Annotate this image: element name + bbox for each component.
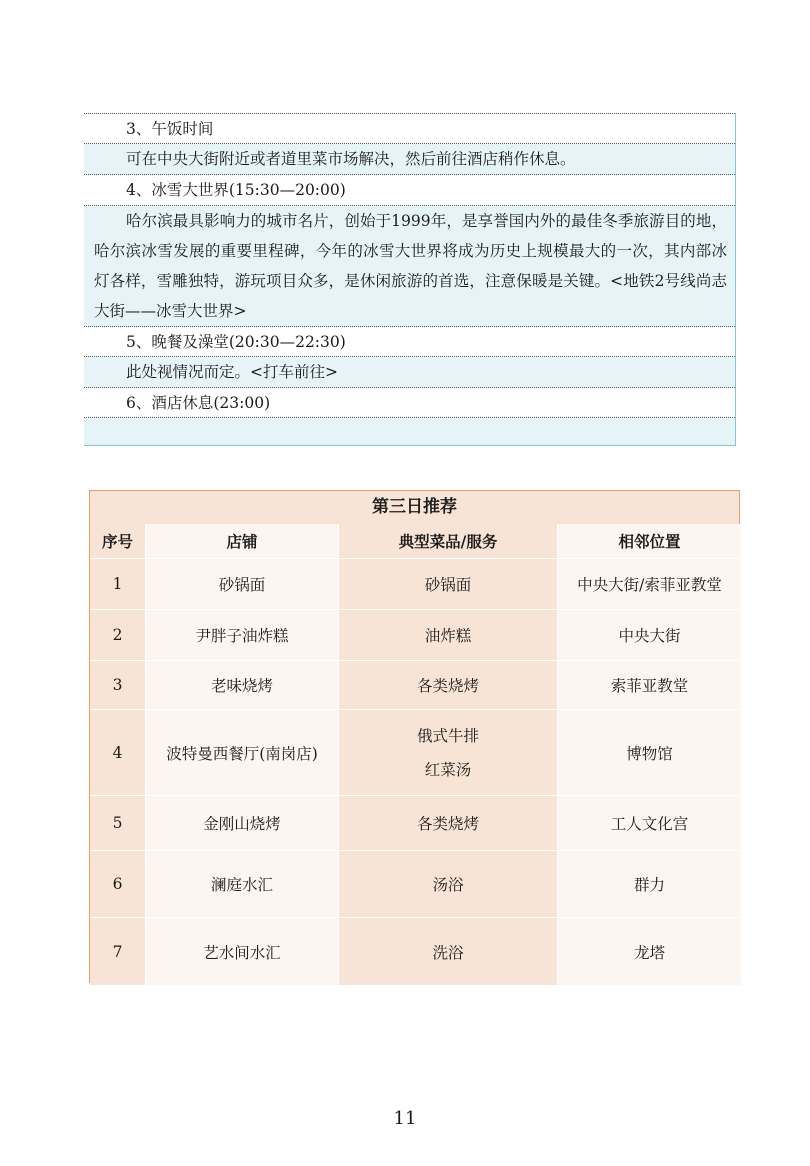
table-row: [90, 559, 742, 610]
cell-shop: 尹胖子油炸糕: [146, 610, 339, 661]
table-row: [90, 918, 742, 986]
cell-dish: [339, 710, 558, 796]
page-number: 11: [393, 1108, 417, 1129]
header-shop: 店铺: [146, 524, 339, 559]
hotel-heading: 6、酒店休息(23:00): [84, 388, 735, 418]
table-title: 第三日推荐: [90, 491, 739, 525]
lunch-heading: 3、午饭时间: [84, 114, 735, 144]
cell-location: 工人文化宫: [558, 796, 742, 851]
header-location: 相邻位置: [558, 524, 742, 559]
header-no: 序号: [90, 524, 146, 559]
cell-no: 5: [90, 796, 146, 851]
cell-shop: 波特曼西餐厅(南岗店): [146, 710, 339, 796]
cell-location: 索菲亚教堂: [558, 661, 742, 710]
dinner-text: 此处视情况而定。<打车前往>: [84, 357, 735, 388]
lunch-text: 可在中央大街附近或者道里菜市场解决，然后前往酒店稍作休息。: [84, 144, 735, 175]
recommendation-grid: [90, 524, 742, 986]
cell-no: 2: [90, 610, 146, 661]
cell-dish: 各类烧烤: [339, 796, 558, 851]
cell-location: 中央大街: [558, 610, 742, 661]
cell-no: 1: [90, 559, 146, 610]
cell-dish: 汤浴: [339, 851, 558, 918]
snow-heading: 4、冰雪大世界(15:30—20:00): [84, 175, 735, 206]
itinerary-empty-row: [84, 418, 735, 445]
table-row: [90, 610, 742, 661]
cell-shop: 老味烧烤: [146, 661, 339, 710]
snow-text: 哈尔滨最具影响力的城市名片，创始于1999年，是享誉国内外的最佳冬季旅游目的地，哈尔滨冰雪发展的重要里程碑，今年的冰雪大世界将成为历史上规模最大的一次，其内部冰灯各样，雪雕独特，游玩项目众多，是休闲旅游的首选，注意保暖是关键。<地铁2号线尚志大街——冰雪大世界>: [84, 206, 735, 327]
cell-dish: 砂锅面: [339, 559, 558, 610]
table-row: [90, 851, 742, 918]
recommendation-table: [89, 490, 740, 983]
table-row: [90, 661, 742, 710]
table-header-row: [90, 524, 742, 559]
cell-location: 博物馆: [558, 710, 742, 796]
table-row: [90, 796, 742, 851]
cell-shop: 砂锅面: [146, 559, 339, 610]
cell-shop: 金刚山烧烤: [146, 796, 339, 851]
cell-dish: 油炸糕: [339, 610, 558, 661]
dinner-heading: 5、晚餐及澡堂(20:30—22:30): [84, 327, 735, 357]
header-dish: 典型菜品/服务: [339, 524, 558, 559]
cell-no: 6: [90, 851, 146, 918]
itinerary-box: [84, 113, 736, 446]
table-row: [90, 710, 742, 796]
cell-location: 龙塔: [558, 918, 742, 986]
cell-shop: 艺水间水汇: [146, 918, 339, 986]
cell-shop: 澜庭水汇: [146, 851, 339, 918]
cell-dish: 洗浴: [339, 918, 558, 986]
cell-no: 4: [90, 710, 146, 796]
cell-dish-line2: 红菜汤: [424, 760, 472, 779]
cell-no: 3: [90, 661, 146, 710]
cell-no: 7: [90, 918, 146, 986]
cell-location: 群力: [558, 851, 742, 918]
cell-dish-line1: 俄式牛排: [416, 726, 479, 745]
cell-dish: 各类烧烤: [339, 661, 558, 710]
cell-location: 中央大街/索菲亚教堂: [558, 559, 742, 610]
